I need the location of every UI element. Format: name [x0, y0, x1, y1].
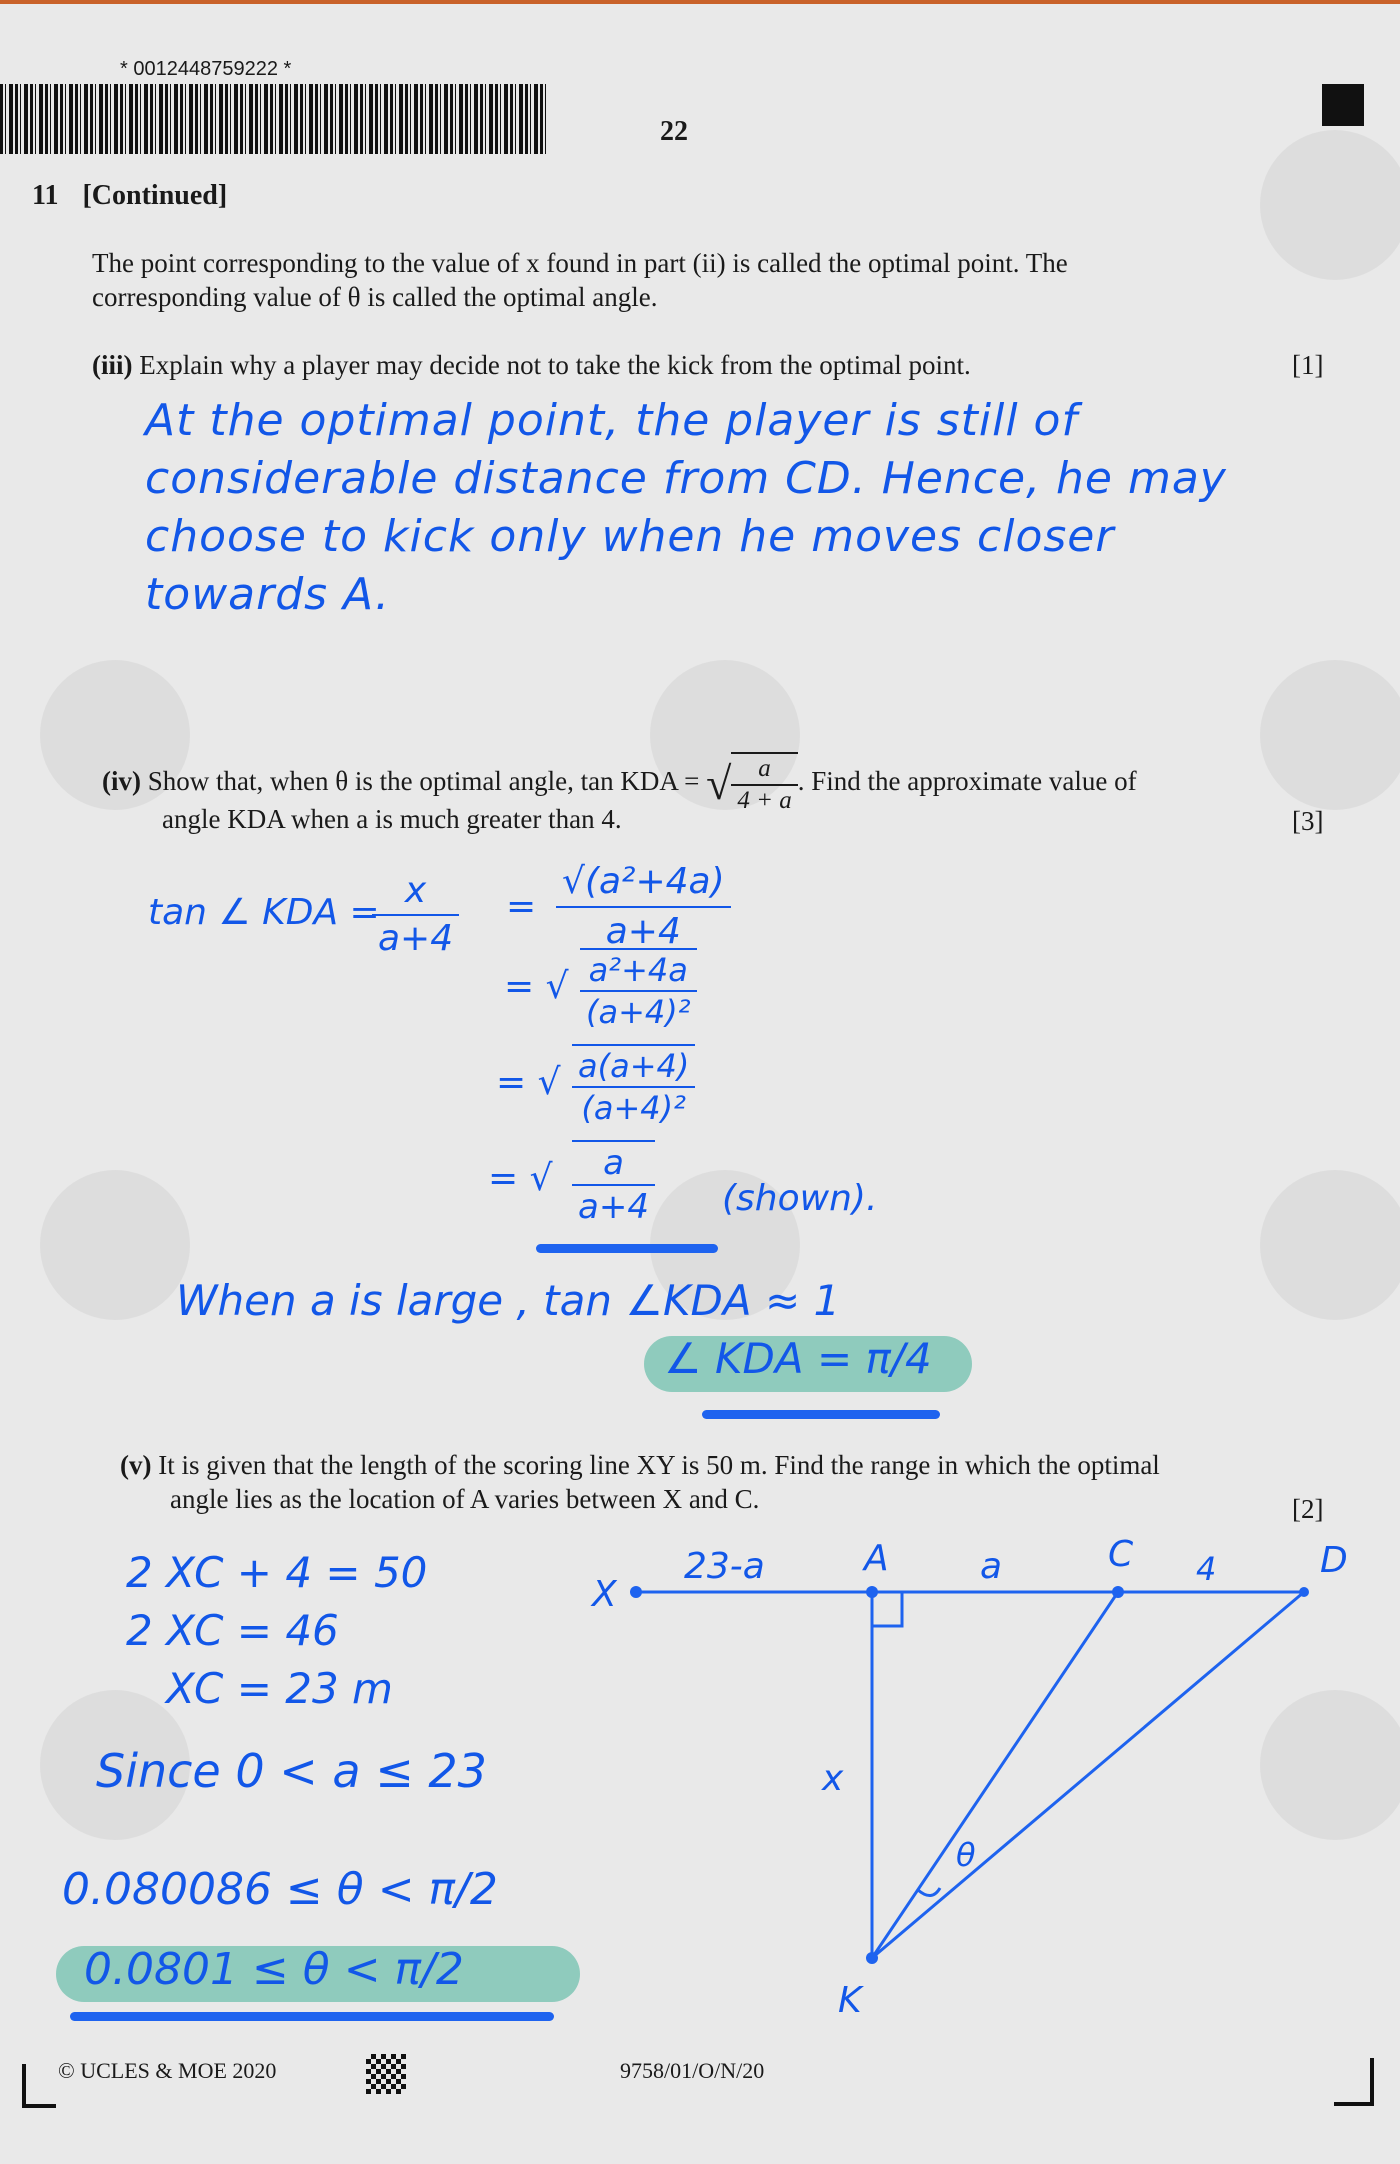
- fraction-denominator: (a+4)²: [581, 1089, 686, 1127]
- copyright: © UCLES & MOE 2020: [58, 2058, 277, 2083]
- answer-line: towards A.: [145, 569, 390, 620]
- sqrt-sign: √: [706, 758, 732, 809]
- work-line: 2 XC + 4 = 50: [126, 1548, 428, 1597]
- work-fraction: [572, 1140, 655, 1228]
- answer-underline: [702, 1410, 940, 1419]
- fraction-numerator: a: [731, 754, 797, 786]
- paper-code: 9758/01/O/N/20: [620, 2058, 765, 2083]
- marks: [2]: [1292, 1494, 1324, 1524]
- point-d: [1299, 1587, 1309, 1597]
- answer-underline: [70, 2012, 554, 2021]
- label-side-x: x: [822, 1758, 844, 1799]
- part-label: (v): [120, 1450, 152, 1480]
- fraction-numerator: √(a²+4a): [556, 858, 731, 908]
- range-line: 0.080086 ≤ θ < π/2: [62, 1864, 498, 1915]
- sqrt-fraction: [731, 752, 797, 816]
- answer-line: choose to kick only when he moves closer: [145, 511, 1115, 562]
- label-d: D: [1320, 1540, 1348, 1581]
- watermark-logo: [1260, 1170, 1400, 1320]
- part-text: Explain why a player may decide not to take the kick from the optimal point.: [139, 350, 971, 380]
- final-range: 0.0801 ≤ θ < π/2: [84, 1944, 464, 1995]
- label-k: K: [838, 1980, 862, 2020]
- work-fraction: [572, 1044, 695, 1128]
- fraction-denominator: (a+4)²: [586, 993, 691, 1031]
- barcode: [0, 84, 548, 154]
- top-edge: [0, 0, 1400, 4]
- part-text: Show that, when θ is the optimal angle, tan KDA =: [147, 766, 700, 797]
- large-a-line: When a is large , tan ∠KDA ≈ 1: [176, 1276, 841, 1325]
- part-iv-line2: angle KDA when a is much greater than 4.: [162, 804, 622, 834]
- work-fraction: [372, 868, 459, 962]
- fraction-denominator: a+4: [605, 911, 681, 952]
- fraction-numerator: a(a+4): [572, 1046, 695, 1088]
- equals-sign: =: [506, 886, 537, 927]
- label-segment-ac: a: [980, 1546, 1003, 1587]
- work-fraction: [580, 948, 697, 1032]
- fraction-numerator: x: [372, 868, 459, 916]
- label-theta: θ: [956, 1836, 976, 1874]
- answer-line: At the optimal point, the player is still of: [145, 395, 1078, 446]
- part-v-question: [120, 1448, 1340, 1482]
- alignment-mark: [1322, 84, 1364, 126]
- question-header: [32, 180, 227, 212]
- work-line: XC = 23 m: [166, 1664, 393, 1713]
- fraction-denominator: a+4: [378, 918, 454, 959]
- answer-line: considerable distance from CD. Hence, he may: [145, 453, 1227, 504]
- fraction-numerator: a²+4a: [580, 950, 697, 992]
- work-line: 2 XC = 46: [126, 1606, 339, 1655]
- label-segment-cd: 4: [1196, 1550, 1217, 1588]
- part-label: (iv): [102, 766, 141, 797]
- shown-note: (shown).: [722, 1178, 878, 1219]
- part-iii-answer: [145, 392, 1325, 624]
- label-a: A: [864, 1538, 889, 1579]
- serial-number: * 0012448759222 *: [120, 58, 292, 80]
- label-c: C: [1108, 1534, 1134, 1575]
- answer-underline: [536, 1244, 718, 1253]
- label-x: X: [592, 1574, 617, 1615]
- geometry-diagram: [580, 1520, 1380, 2020]
- point-a: [866, 1586, 878, 1598]
- marks: [1]: [1292, 350, 1324, 380]
- equals-sign: = √: [488, 1158, 553, 1199]
- corner-mark: [1334, 2058, 1374, 2106]
- point-c: [1112, 1586, 1124, 1598]
- marks: [3]: [1292, 806, 1324, 836]
- final-angle: ∠ KDA = π/4: [664, 1334, 932, 1383]
- angle-arc: [918, 1888, 940, 1896]
- part-text: It is given that the length of the scoring line XY is 50 m. Find the range in which the optimal: [158, 1450, 1160, 1480]
- since-line: Since 0 < a ≤ 23: [96, 1744, 487, 1798]
- line-kd: [872, 1592, 1304, 1958]
- intro-paragraph: [92, 246, 1332, 314]
- part-label: (iii): [92, 350, 133, 380]
- intro-line: The point corresponding to the value of x found in part (ii) is called the optimal point. The: [92, 248, 1068, 278]
- fraction-numerator: a: [572, 1142, 655, 1186]
- equals-sign: = √: [496, 1062, 561, 1103]
- label-segment-xa: 23-a: [684, 1546, 765, 1587]
- part-v-line2: angle lies as the location of A varies between X and C.: [170, 1484, 760, 1514]
- work-fraction: [556, 858, 731, 956]
- watermark-logo: [40, 1170, 190, 1320]
- work-lhs: tan ∠ KDA =: [148, 892, 380, 933]
- part-text: . Find the approximate value of: [797, 766, 1137, 797]
- datamatrix-code: [366, 2054, 406, 2094]
- part-iii-question: [92, 348, 971, 382]
- corner-mark: [22, 2064, 56, 2108]
- question-number: 11: [32, 180, 59, 211]
- line-kc: [872, 1592, 1118, 1958]
- part-v-working: [126, 1544, 427, 1718]
- right-angle-mark: [872, 1592, 902, 1626]
- fraction-denominator: a+4: [578, 1187, 649, 1227]
- continued-label: [Continued]: [82, 180, 228, 211]
- point-x: [630, 1586, 642, 1598]
- fraction-denominator: 4 + a: [737, 787, 792, 814]
- page-number: 22: [660, 116, 688, 147]
- intro-line: corresponding value of θ is called the optimal angle.: [92, 282, 658, 312]
- equals-sign: = √: [504, 966, 569, 1007]
- point-k: [866, 1952, 878, 1964]
